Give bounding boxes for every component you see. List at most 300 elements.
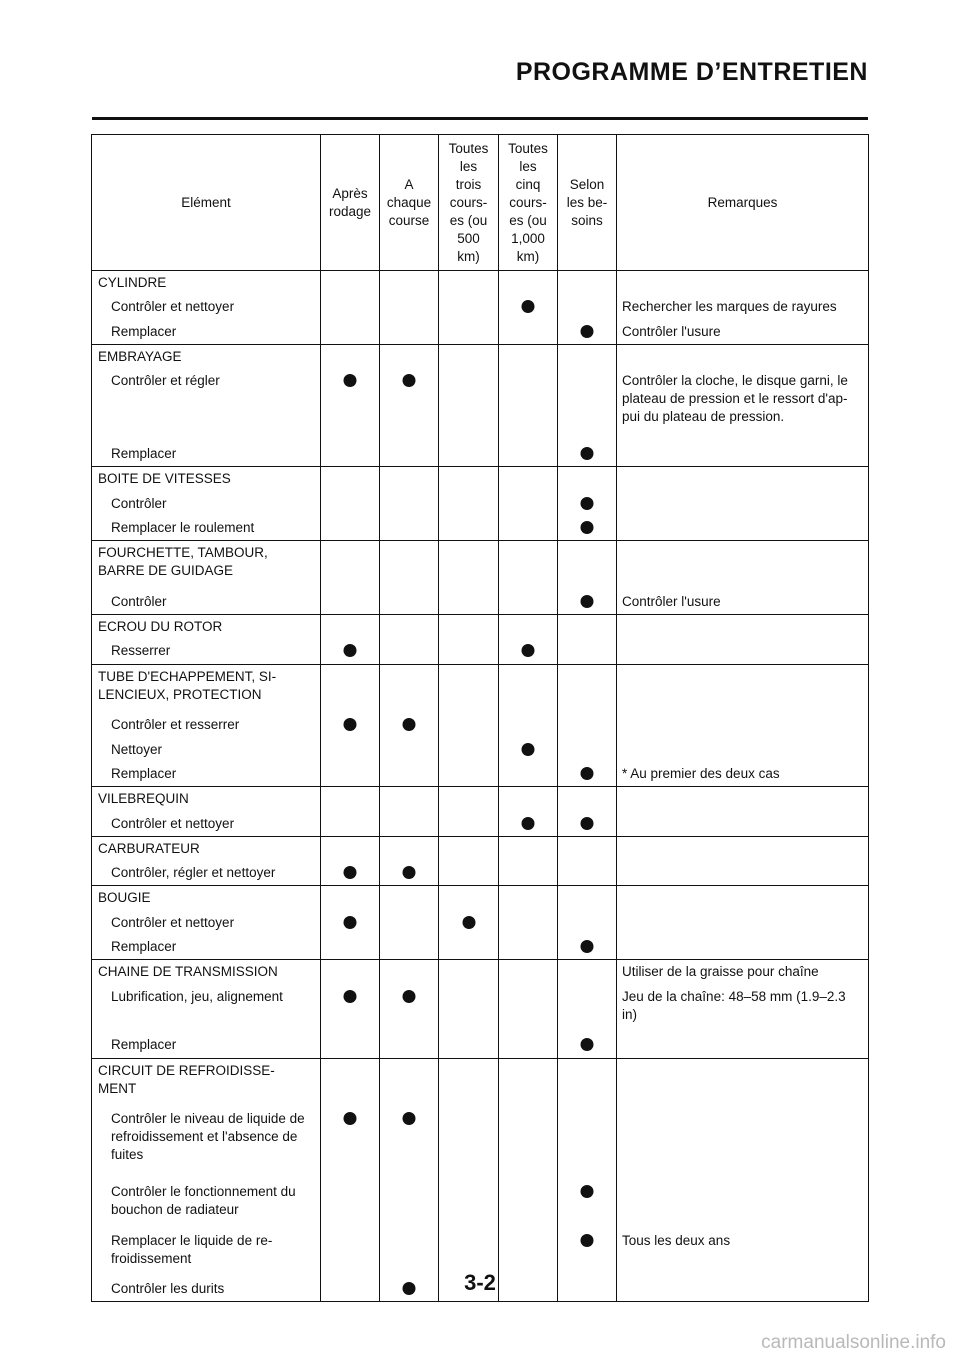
group-line [617, 467, 868, 491]
item-line [617, 985, 868, 1034]
cell-chaque-course [380, 787, 439, 837]
item-line [499, 442, 557, 466]
table-row [92, 344, 869, 466]
item-line [499, 812, 557, 836]
group-line [499, 467, 557, 491]
item-line [499, 861, 557, 885]
item-line [617, 713, 868, 737]
group-line [617, 665, 868, 714]
item-line [617, 762, 868, 786]
group-remark: Utiliser de la graisse pour chaîne [622, 964, 819, 980]
item-line [617, 639, 868, 663]
cell-remarques [617, 344, 869, 466]
cell-remarques [617, 960, 869, 1058]
cell-cinq-courses [499, 664, 558, 786]
cell-trois-courses [439, 615, 499, 665]
cell-chaque-course [380, 344, 439, 466]
group-line [499, 345, 557, 369]
cell-remarques [617, 886, 869, 960]
item-line [321, 516, 379, 540]
cell-chaque-course [380, 664, 439, 786]
item-line [439, 516, 498, 540]
table-row [92, 787, 869, 837]
check-dot-icon [522, 300, 535, 313]
item-line [380, 516, 438, 540]
item-line [558, 442, 616, 466]
group-line [92, 467, 320, 491]
cell-selon-besoins [558, 271, 617, 345]
item-line [439, 492, 498, 516]
group-line [558, 271, 616, 295]
item-line [617, 812, 868, 836]
item-line [617, 516, 868, 540]
cell-trois-courses [439, 1058, 499, 1302]
item-line [617, 492, 868, 516]
group-line [558, 615, 616, 639]
group-line [499, 960, 557, 984]
item-line [92, 492, 320, 516]
cell-cinq-courses [499, 344, 558, 466]
item-line [558, 369, 616, 442]
cell-selon-besoins [558, 664, 617, 786]
group-line [558, 837, 616, 861]
item-line [439, 369, 498, 442]
group-line [439, 1059, 498, 1108]
item-line [499, 1107, 557, 1180]
group-name: FOURCHETTE, TAMBOUR, BARRE DE GUIDAGE [98, 545, 268, 579]
column-header-cinq-courses: Toutes les cinq cours- es (ou 1,000 km) [499, 135, 558, 271]
item-remark: * Au premier des deux cas [622, 765, 780, 781]
group-line [617, 615, 868, 639]
cell-trois-courses [439, 787, 499, 837]
item-line [558, 762, 616, 786]
item-label: Contrôler et régler [111, 373, 220, 389]
column-header-trois-courses: Toutes les trois cours- es (ou 500 km) [439, 135, 499, 271]
group-name: BOUGIE [98, 890, 151, 906]
column-header-selon-besoins: Selon les be- soins [558, 135, 617, 271]
group-line [558, 960, 616, 984]
item-line [321, 639, 379, 663]
item-line [380, 590, 438, 614]
item-remark: Contrôler l'usure [622, 593, 721, 609]
cell-apres-rodage [321, 836, 380, 886]
item-line [558, 295, 616, 319]
group-name: CHAINE DE TRANSMISSION [98, 964, 278, 980]
check-dot-icon [522, 817, 535, 830]
cell-chaque-course [380, 467, 439, 541]
item-label: Contrôler [111, 495, 167, 511]
item-line [321, 295, 379, 319]
cell-chaque-course [380, 886, 439, 960]
check-dot-icon [581, 521, 594, 534]
group-line [92, 787, 320, 811]
check-dot-icon [581, 1038, 594, 1051]
item-line [380, 812, 438, 836]
group-line [439, 837, 498, 861]
column-header-remarques: Remarques [617, 135, 869, 271]
check-dot-icon [581, 497, 594, 510]
item-line [499, 295, 557, 319]
group-line [558, 467, 616, 491]
item-label: Remplacer [111, 446, 177, 462]
item-line [617, 911, 868, 935]
check-dot-icon [403, 1112, 416, 1125]
item-line [499, 639, 557, 663]
group-line [92, 960, 320, 984]
cell-chaque-course [380, 271, 439, 345]
cell-apres-rodage [321, 787, 380, 837]
cell-cinq-courses [499, 467, 558, 541]
cell-chaque-course [380, 615, 439, 665]
group-line [92, 886, 320, 910]
item-line [558, 1107, 616, 1180]
group-line [321, 1059, 379, 1108]
cell-cinq-courses [499, 541, 558, 615]
column-header-chaque-course: A chaque course [380, 135, 439, 271]
cell-remarques [617, 836, 869, 886]
group-line [380, 665, 438, 714]
group-line [439, 467, 498, 491]
group-line [617, 271, 868, 295]
item-line [499, 762, 557, 786]
cell-trois-courses [439, 344, 499, 466]
table-row [92, 664, 869, 786]
item-line [380, 492, 438, 516]
item-line [558, 1180, 616, 1229]
group-line [380, 837, 438, 861]
item-line [92, 985, 320, 1034]
group-line [380, 1059, 438, 1108]
item-label: Remplacer le liquide de re- froidissement [111, 1232, 273, 1266]
cell-element [92, 541, 321, 615]
group-line [321, 615, 379, 639]
item-line [380, 295, 438, 319]
group-name: BOITE DE VITESSES [98, 471, 231, 487]
table-row [92, 615, 869, 665]
item-line [617, 738, 868, 762]
cell-apres-rodage [321, 344, 380, 466]
item-line [380, 911, 438, 935]
group-line [321, 665, 379, 714]
item-line [439, 320, 498, 344]
item-label: Contrôler et resserrer [111, 717, 240, 733]
cell-element [92, 787, 321, 837]
group-line [321, 886, 379, 910]
cell-remarques [617, 467, 869, 541]
item-line [380, 935, 438, 959]
check-dot-icon [344, 866, 357, 879]
group-line [321, 467, 379, 491]
group-name: CARBURATEUR [98, 840, 200, 856]
item-line [617, 320, 868, 344]
group-line [499, 541, 557, 590]
item-label: Remplacer [111, 1037, 177, 1053]
group-line [617, 541, 868, 590]
item-line [321, 590, 379, 614]
item-line [558, 320, 616, 344]
item-line [558, 812, 616, 836]
item-line [321, 492, 379, 516]
item-line [380, 713, 438, 737]
item-line [439, 1107, 498, 1180]
item-line [617, 442, 868, 466]
item-label: Contrôler le niveau de liquide de refroidissement et l'absence de fuites [111, 1111, 305, 1163]
table-row [92, 541, 869, 615]
group-line [617, 1059, 868, 1108]
group-line [380, 615, 438, 639]
item-line [321, 861, 379, 885]
group-line [499, 837, 557, 861]
item-line [439, 590, 498, 614]
cell-element [92, 664, 321, 786]
item-line [92, 320, 320, 344]
item-line [499, 590, 557, 614]
item-line [617, 590, 868, 614]
cell-selon-besoins [558, 787, 617, 837]
group-line [617, 345, 868, 369]
item-label: Contrôler et nettoyer [111, 299, 235, 315]
item-line [380, 1107, 438, 1180]
cell-trois-courses [439, 664, 499, 786]
cell-cinq-courses [499, 615, 558, 665]
item-line [92, 442, 320, 466]
group-line [92, 345, 320, 369]
item-line [558, 639, 616, 663]
item-remark: Contrôler la cloche, le disque garni, le plateau de pression et le ressort d'ap- pui du plateau de pression. [622, 373, 848, 425]
item-line [558, 516, 616, 540]
cell-apres-rodage [321, 886, 380, 960]
item-line [321, 369, 379, 442]
item-remark: Jeu de la chaîne: 48–58 mm (1.9–2.3 in) [622, 988, 846, 1022]
cell-remarques [617, 615, 869, 665]
item-line [439, 1033, 498, 1057]
table-row [92, 271, 869, 345]
cell-remarques [617, 271, 869, 345]
item-line [439, 713, 498, 737]
item-line [92, 762, 320, 786]
group-line [439, 541, 498, 590]
item-label: Remplacer le roulement [111, 519, 255, 535]
group-name: VILEBREQUIN [98, 791, 189, 807]
cell-cinq-courses [499, 1058, 558, 1302]
item-line [92, 935, 320, 959]
group-line [558, 787, 616, 811]
group-line [439, 615, 498, 639]
item-line [558, 935, 616, 959]
item-line [321, 911, 379, 935]
cell-apres-rodage [321, 541, 380, 615]
item-line [380, 861, 438, 885]
item-line [439, 639, 498, 663]
check-dot-icon [581, 447, 594, 460]
watermark: carmanualsonline.info [761, 1332, 946, 1353]
cell-chaque-course [380, 836, 439, 886]
check-dot-icon [581, 1234, 594, 1247]
cell-apres-rodage [321, 960, 380, 1058]
group-line [92, 271, 320, 295]
group-line [617, 787, 868, 811]
group-line [92, 615, 320, 639]
item-line [92, 861, 320, 885]
item-line [499, 738, 557, 762]
item-line [321, 985, 379, 1034]
cell-remarques [617, 787, 869, 837]
cell-element [92, 615, 321, 665]
column-header-element: Elément [92, 135, 321, 271]
item-label: Remplacer [111, 323, 177, 339]
group-name: TUBE D'ECHAPPEMENT, SI- LENCIEUX, PROTECTION [98, 668, 277, 702]
item-line [558, 861, 616, 885]
check-dot-icon [581, 940, 594, 953]
check-dot-icon [403, 866, 416, 879]
check-dot-icon [462, 916, 475, 929]
group-line [617, 960, 868, 984]
item-line [439, 442, 498, 466]
item-line [499, 911, 557, 935]
group-line [380, 467, 438, 491]
check-dot-icon [581, 325, 594, 338]
item-line [617, 861, 868, 885]
item-line [558, 713, 616, 737]
group-line [380, 787, 438, 811]
cell-selon-besoins [558, 615, 617, 665]
group-line [439, 271, 498, 295]
item-label: Remplacer [111, 765, 177, 781]
item-line [321, 442, 379, 466]
item-line [439, 861, 498, 885]
group-line [499, 665, 557, 714]
group-line [321, 787, 379, 811]
item-line [439, 1180, 498, 1229]
group-line [92, 665, 320, 714]
item-line [92, 713, 320, 737]
group-line [92, 837, 320, 861]
group-line [380, 960, 438, 984]
item-label: Contrôler et nettoyer [111, 914, 235, 930]
cell-remarques [617, 1058, 869, 1302]
check-dot-icon [403, 990, 416, 1003]
table-row [92, 886, 869, 960]
maintenance-table [91, 134, 869, 1302]
check-dot-icon [581, 595, 594, 608]
item-remark: Rechercher les marques de rayures [622, 299, 837, 315]
item-line [92, 812, 320, 836]
item-label: Contrôler le fonctionnement du bouchon de radiateur [111, 1183, 296, 1217]
cell-selon-besoins [558, 1058, 617, 1302]
item-label: Lubrification, jeu, alignement [111, 988, 283, 1004]
item-line [439, 738, 498, 762]
item-label: Contrôler et nettoyer [111, 815, 235, 831]
item-line [558, 911, 616, 935]
cell-selon-besoins [558, 960, 617, 1058]
group-line [558, 345, 616, 369]
item-line [439, 812, 498, 836]
cell-cinq-courses [499, 836, 558, 886]
cell-element [92, 344, 321, 466]
cell-cinq-courses [499, 787, 558, 837]
item-line [321, 320, 379, 344]
item-line [321, 713, 379, 737]
item-line [380, 985, 438, 1034]
check-dot-icon [403, 718, 416, 731]
cell-element [92, 886, 321, 960]
group-line [321, 960, 379, 984]
item-label: Resserrer [111, 643, 171, 659]
item-line [380, 639, 438, 663]
item-line [499, 369, 557, 442]
group-line [439, 960, 498, 984]
cell-cinq-courses [499, 271, 558, 345]
item-line [380, 369, 438, 442]
group-line [617, 837, 868, 861]
group-line [499, 1059, 557, 1108]
group-line [92, 1059, 320, 1108]
item-line [321, 762, 379, 786]
cell-chaque-course [380, 1058, 439, 1302]
title-rule [92, 117, 868, 120]
item-label: Contrôler les durits [111, 1281, 225, 1297]
group-line [558, 665, 616, 714]
group-line [558, 1059, 616, 1108]
item-line [92, 295, 320, 319]
cell-remarques [617, 541, 869, 615]
cell-selon-besoins [558, 541, 617, 615]
item-line [380, 762, 438, 786]
item-line [321, 1033, 379, 1057]
check-dot-icon [344, 916, 357, 929]
item-line [321, 1180, 379, 1229]
item-line [439, 985, 498, 1034]
cell-selon-besoins [558, 467, 617, 541]
item-label: Remplacer [111, 939, 177, 955]
item-line [439, 762, 498, 786]
item-line [92, 738, 320, 762]
item-line [439, 911, 498, 935]
cell-trois-courses [439, 886, 499, 960]
group-line [321, 345, 379, 369]
check-dot-icon [581, 1185, 594, 1198]
group-line [380, 541, 438, 590]
group-name: CYLINDRE [98, 275, 167, 290]
item-line [499, 1180, 557, 1229]
item-line [617, 1033, 868, 1057]
group-name: CIRCUIT DE REFROIDISSE- MENT [98, 1062, 275, 1096]
item-line [321, 935, 379, 959]
cell-apres-rodage [321, 467, 380, 541]
item-line [499, 713, 557, 737]
check-dot-icon [344, 374, 357, 387]
column-header-apres-rodage: Après rodage [321, 135, 380, 271]
cell-element [92, 960, 321, 1058]
check-dot-icon [344, 1112, 357, 1125]
item-line [558, 492, 616, 516]
group-line [321, 837, 379, 861]
group-line [321, 541, 379, 590]
cell-cinq-courses [499, 960, 558, 1058]
table-header-row [92, 135, 869, 271]
cell-selon-besoins [558, 886, 617, 960]
group-line [92, 541, 320, 590]
cell-apres-rodage [321, 664, 380, 786]
group-line [558, 886, 616, 910]
check-dot-icon [403, 374, 416, 387]
cell-element [92, 836, 321, 886]
group-line [439, 886, 498, 910]
item-line [617, 295, 868, 319]
cell-trois-courses [439, 960, 499, 1058]
group-line [321, 271, 379, 295]
cell-trois-courses [439, 541, 499, 615]
